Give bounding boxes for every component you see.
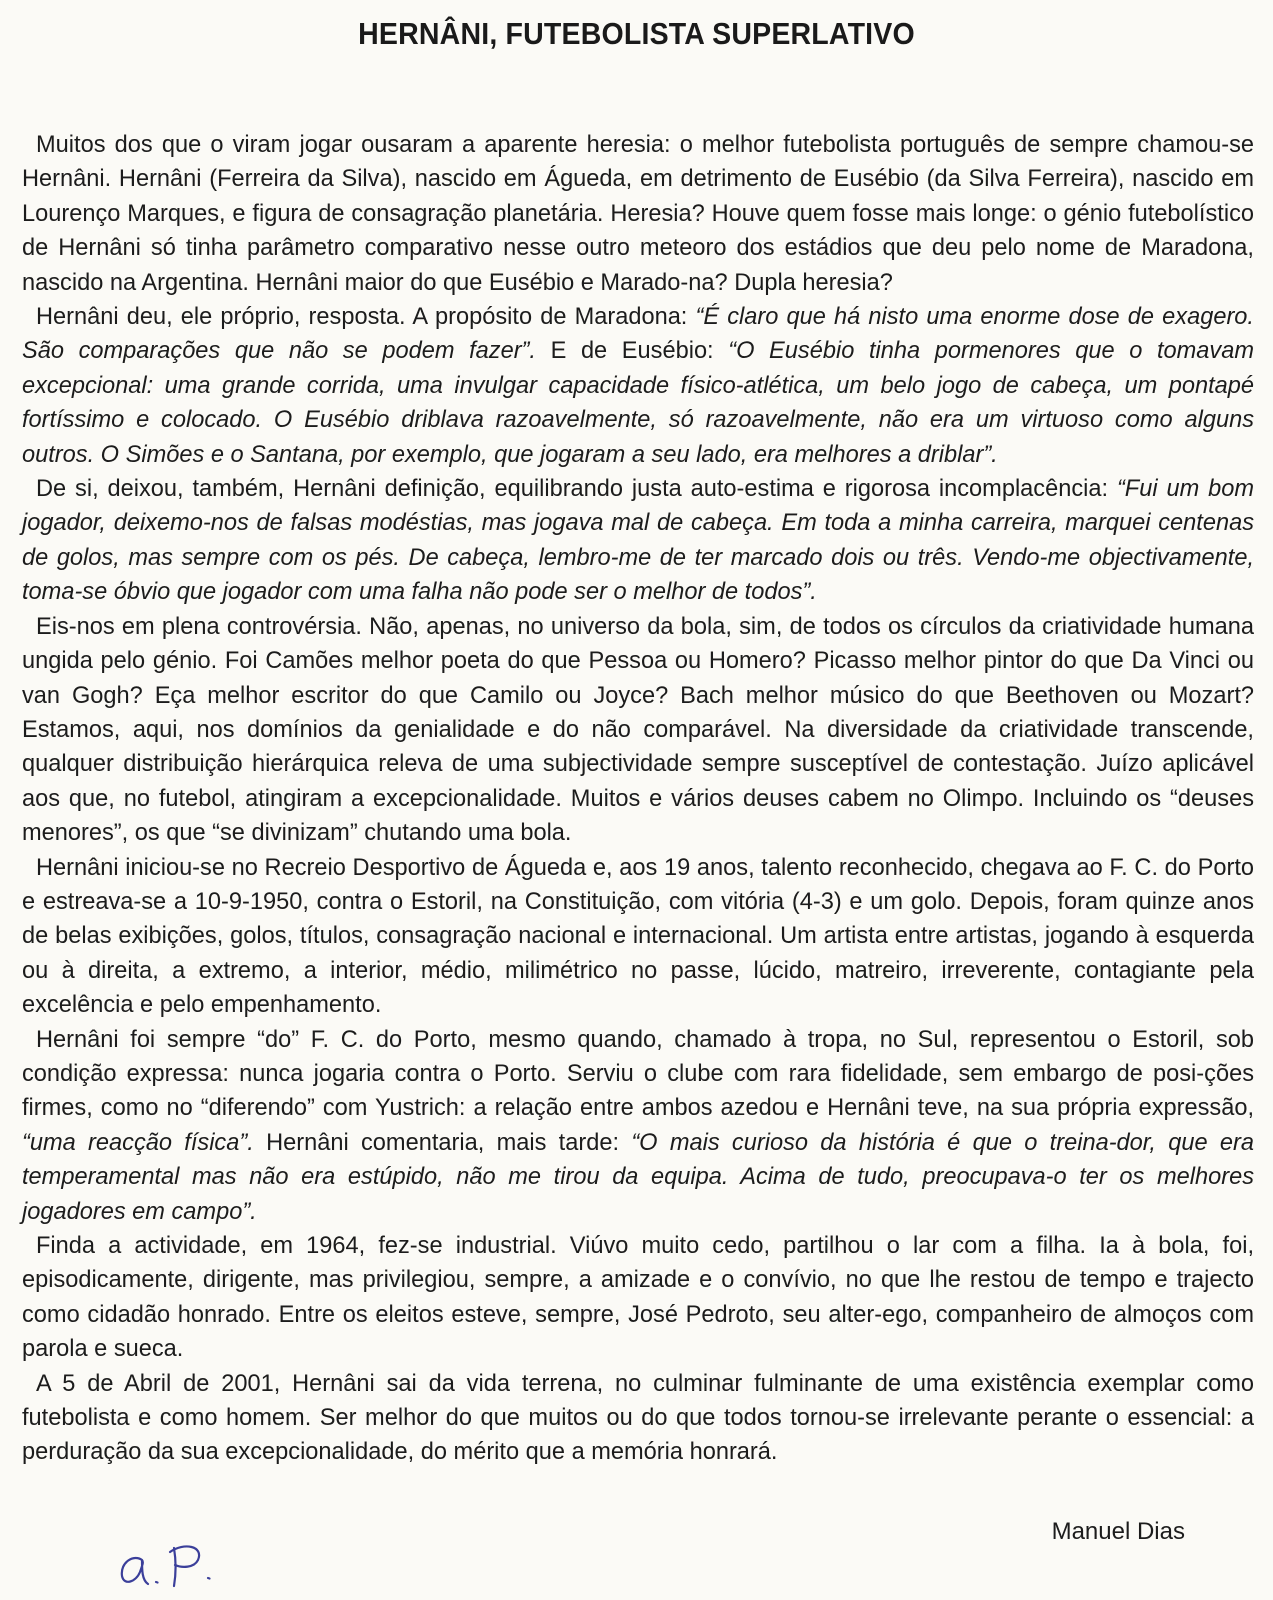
paragraph-text: Hernâni deu, ele próprio, resposta. A propósito de Maradona: (36, 304, 696, 331)
article-paragraph (22, 610, 1254, 851)
quoted-text: “uma reacção física”. (22, 1129, 254, 1156)
paragraph-text: Hernâni iniciou-se no Recreio Desportivo de Águeda e, aos 19 anos, talento reconhecido, chegava ao F. C. do Porto e estreava-se a 10-9-1950, contra o Estoril, na Constituição, com vitória (4-3) e um golo. Depois, foram quinze anos de belas exibições, golos, títulos, consagração nacional e internacional. Um artista entre artistas, jogando à esquerda ou à direita, a extremo, a interior, médio, milimétrico no passe, lúcido, matreiro, irreverente, contagiante pela excelência e pelo empenhamento. (22, 854, 1254, 1019)
paragraph-text: De si, deixou, também, Hernâni definição, equilibrando justa auto-estima e rigorosa incomplacência: (36, 476, 1117, 503)
article-body (22, 128, 1254, 1470)
article-paragraph (22, 300, 1254, 472)
quoted-text: “É claro que há nisto uma enorme dose de exagero. São comparações que não se podem fazer”. (22, 304, 1254, 365)
paragraph-text: Finda a actividade, em 1964, fez-se industrial. Viúvo muito cedo, partilhou o lar com a filha. Ia à bola, foi, episodicamente, dirigente, mas privilegiou, sempre, a amizade e o convívio, no que lhe restou de tempo e trajecto como cidadão honrado. Entre os eleitos esteve, sempre, José Pedroto, seu alter-ego, companheiro de almoços com parola e sueca. (22, 1233, 1254, 1363)
paragraph-text: Muitos dos que o viram jogar ousaram a aparente heresia: o melhor futebolista português de sempre chamou-se Hernâni. Hernâni (Ferreira da Silva), nascido em Águeda, em detrimento de Eusébio (da Silva Ferreira), nascido em Lourenço Marques, e figura de consagração planetária. Heresia? Houve quem fosse mais longe: o génio futebolístico de Hernâni só tinha parâmetro comparativo nesse outro meteoro dos estádios que deu pelo nome de Maradona, nascido na Argentina. Hernâni maior do que Eusébio e Marado-na? Dupla heresia? (22, 132, 1254, 296)
article-paragraph (22, 128, 1254, 300)
paragraph-text: Eis-nos em plena controvérsia. Não, apenas, no universo da bola, sim, de todos os círculos da criatividade humana ungida pelo génio. Foi Camões melhor poeta do que Pessoa ou Homero? Picasso melhor pintor do que Da Vinci ou van Gogh? Eça melhor escritor do que Camilo ou Joyce? Bach melhor músico do que Beethoven ou Mozart? Estamos, aqui, nos domínios da genialidade e do não comparável. Na diversidade da criatividade transcende, qualquer distribuição hierárquica releva de uma subjectividade sempre susceptível de contestação. Juízo aplicável aos que, no futebol, atingiram a excepcionalidade. Muitos e vários deuses cabem no Olimpo. Incluindo os “deuses menores”, os que “se divinizam” chutando uma bola. (22, 613, 1254, 847)
author-signature: Manuel Dias (1051, 1518, 1185, 1545)
article-paragraph (22, 1367, 1254, 1470)
quoted-text: “Fui um bom jogador, deixemo-nos de falsas modéstias, mas jogava mal de cabeça. Em toda a minha carreira, marquei centenas de golos, mas sempre com os pés. De cabeça, lembro-me de ter marcado dois ou três. Vendo-me objectivamente, toma-se óbvio que jogador com uma falha não pode ser o melhor de todos”. (22, 476, 1254, 606)
quoted-text: “O mais curioso da história é que o treina-dor, que era temperamental mas não era estúpido, não me tirou da equipa. Acima de tudo, preocupava-o ter os melhores jogadores em campo”. (22, 1129, 1254, 1225)
quoted-text: “O Eusébio tinha pormenores que o tomavam excepcional: uma grande corrida, uma invulgar capacidade físico-atlética, um belo jogo de cabeça, um pontapé fortíssimo e colocado. O Eusébio driblava razoavelmente, só razoavelmente, não era um virtuoso como alguns outros. O Simões e o Santana, por exemplo, que jogaram a seu lado, era melhores a driblar”. (22, 338, 1254, 468)
paragraph-text: E de Eusébio: (535, 338, 729, 365)
article-paragraph (22, 851, 1254, 1023)
article-paragraph (22, 1023, 1254, 1229)
article-paragraph (22, 1229, 1254, 1367)
article-title: HERNÂNI, FUTEBOLISTA SUPERLATIVO (358, 16, 915, 51)
article-paragraph (22, 472, 1254, 610)
paragraph-text: Hernâni comentaria, mais tarde: (253, 1129, 632, 1156)
paragraph-text: A 5 de Abril de 2001, Hernâni sai da vida terrena, no culminar fulminante de uma existência exemplar como futebolista e como homem. Ser melhor do que muitos ou do que todos tornou-se irrelevante perante o essencial: a perduração da sua excepcionalidade, do mérito que a memória honrará. (22, 1370, 1254, 1466)
handwritten-initials (112, 1538, 232, 1594)
paragraph-text: Hernâni foi sempre “do” F. C. do Porto, mesmo quando, chamado à tropa, no Sul, representou o Estoril, sob condição expressa: nunca jogaria contra o Porto. Serviu o clube com rara fidelidade, sem embargo de posi-ções firmes, como no “diferendo” com Yustrich: a relação entre ambos azedou e Hernâni teve, na sua própria expressão, (22, 1026, 1254, 1122)
